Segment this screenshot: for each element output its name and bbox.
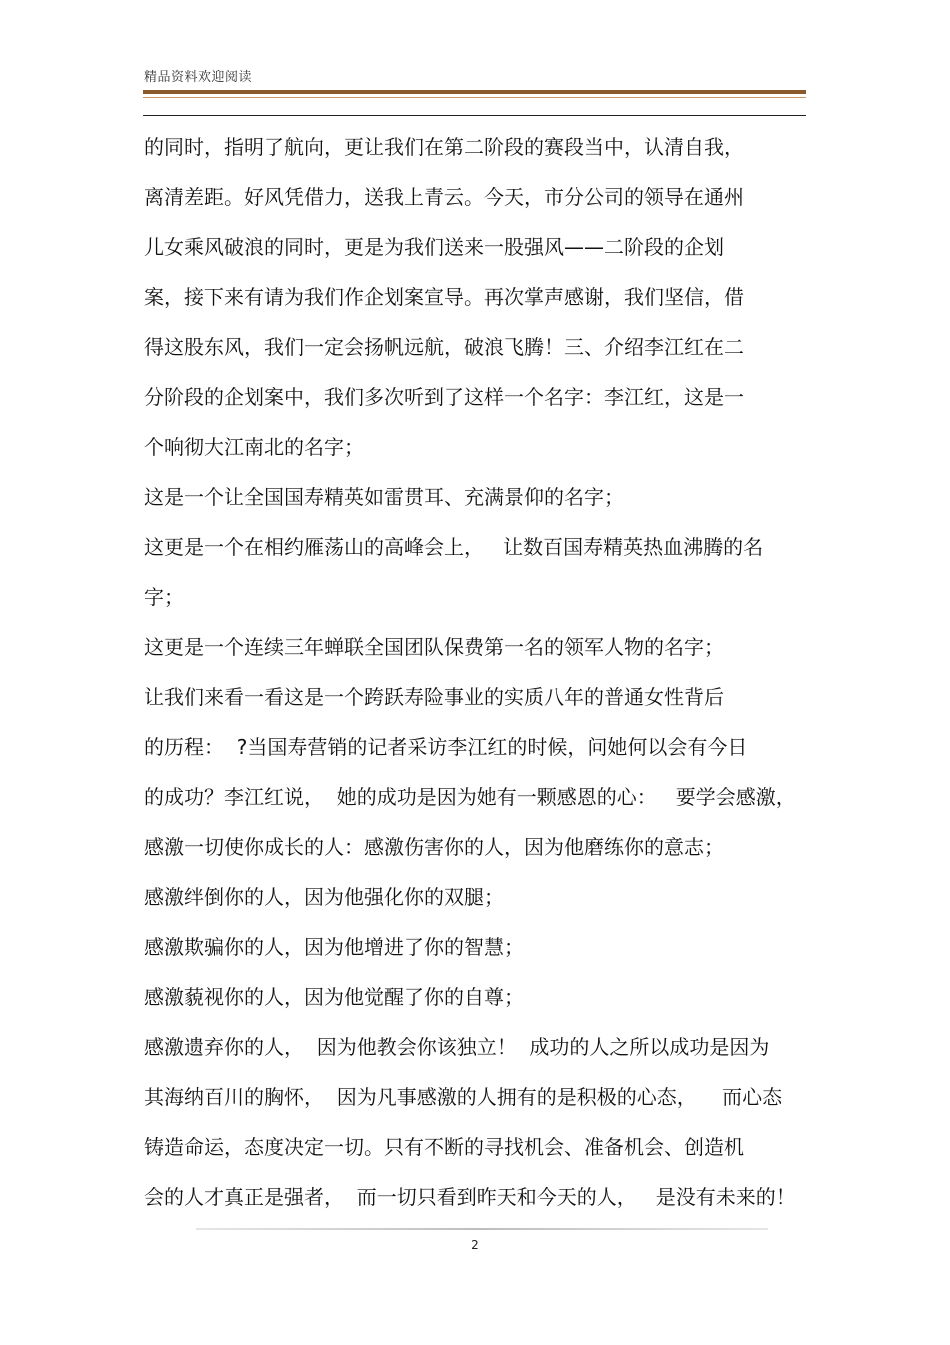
body-line: 字； xyxy=(144,585,184,609)
header-divider-thick xyxy=(143,90,806,94)
body-line: 感激一切使你成长的人：感激伤害你的人，因为他磨练你的意志； xyxy=(144,835,724,859)
body-line: 感激绊倒你的人，因为他强化你的双腿； xyxy=(144,885,504,909)
body-line: 会的人才真正是强者， 而一切只看到昨天和今天的人， 是没有未来的！ xyxy=(144,1185,796,1209)
body-line: 铸造命运，态度决定一切。只有不断的寻找机会、准备机会、创造机 xyxy=(144,1135,744,1159)
body-line: 的历程： ?当国寿营销的记者采访李江红的时候，问她何以会有今日 xyxy=(144,735,748,759)
header-divider-thin xyxy=(143,97,806,98)
body-line: 分阶段的企划案中，我们多次听到了这样一个名字：李江红，这是一 xyxy=(144,385,744,409)
body-line: 感激欺骗你的人，因为他增进了你的智慧； xyxy=(144,935,524,959)
body-line: 儿女乘风破浪的同时，更是为我们送来一股强风——二阶段的企划 xyxy=(144,235,724,259)
document-body xyxy=(144,122,814,1222)
body-line: 这更是一个连续三年蝉联全国团队保费第一名的领军人物的名字； xyxy=(144,635,724,659)
body-line: 感激遗弃你的人， 因为他教会你该独立！ 成功的人之所以成功是因为 xyxy=(144,1035,770,1059)
body-line: 的成功？李江红说， 她的成功是因为她有一颗感恩的心： 要学会感激， xyxy=(144,785,796,809)
body-top-divider xyxy=(143,115,806,116)
page-header-title: 精品资料欢迎阅读 xyxy=(144,70,253,85)
body-line: 个响彻大江南北的名字； xyxy=(144,435,364,459)
body-line: 的同时，指明了航向，更让我们在第二阶段的赛段当中，认清自我， xyxy=(144,135,744,159)
body-line: 案，接下来有请为我们作企划案宣导。再次掌声感谢，我们坚信，借 xyxy=(144,285,744,309)
body-line: 感激藐视你的人，因为他觉醒了你的自尊； xyxy=(144,985,524,1009)
body-line: 其海纳百川的胸怀， 因为凡事感激的人拥有的是积极的心态， 而心态 xyxy=(144,1085,783,1109)
body-line: 这是一个让全国国寿精英如雷贯耳、充满景仰的名字； xyxy=(144,485,624,509)
footer-divider xyxy=(196,1228,768,1230)
body-line: 得这股东风，我们一定会扬帆远航，破浪飞腾！三、介绍李江红在二 xyxy=(144,335,744,359)
body-line: 让我们来看一看这是一个跨跃寿险事业的实质八年的普通女性背后 xyxy=(144,685,724,709)
body-line: 这更是一个在相约雁荡山的高峰会上， 让数百国寿精英热血沸腾的名 xyxy=(144,535,764,559)
body-line: 离清差距。好风凭借力，送我上青云。今天，市分公司的领导在通州 xyxy=(144,185,744,209)
page-number: 2 xyxy=(471,1238,479,1252)
